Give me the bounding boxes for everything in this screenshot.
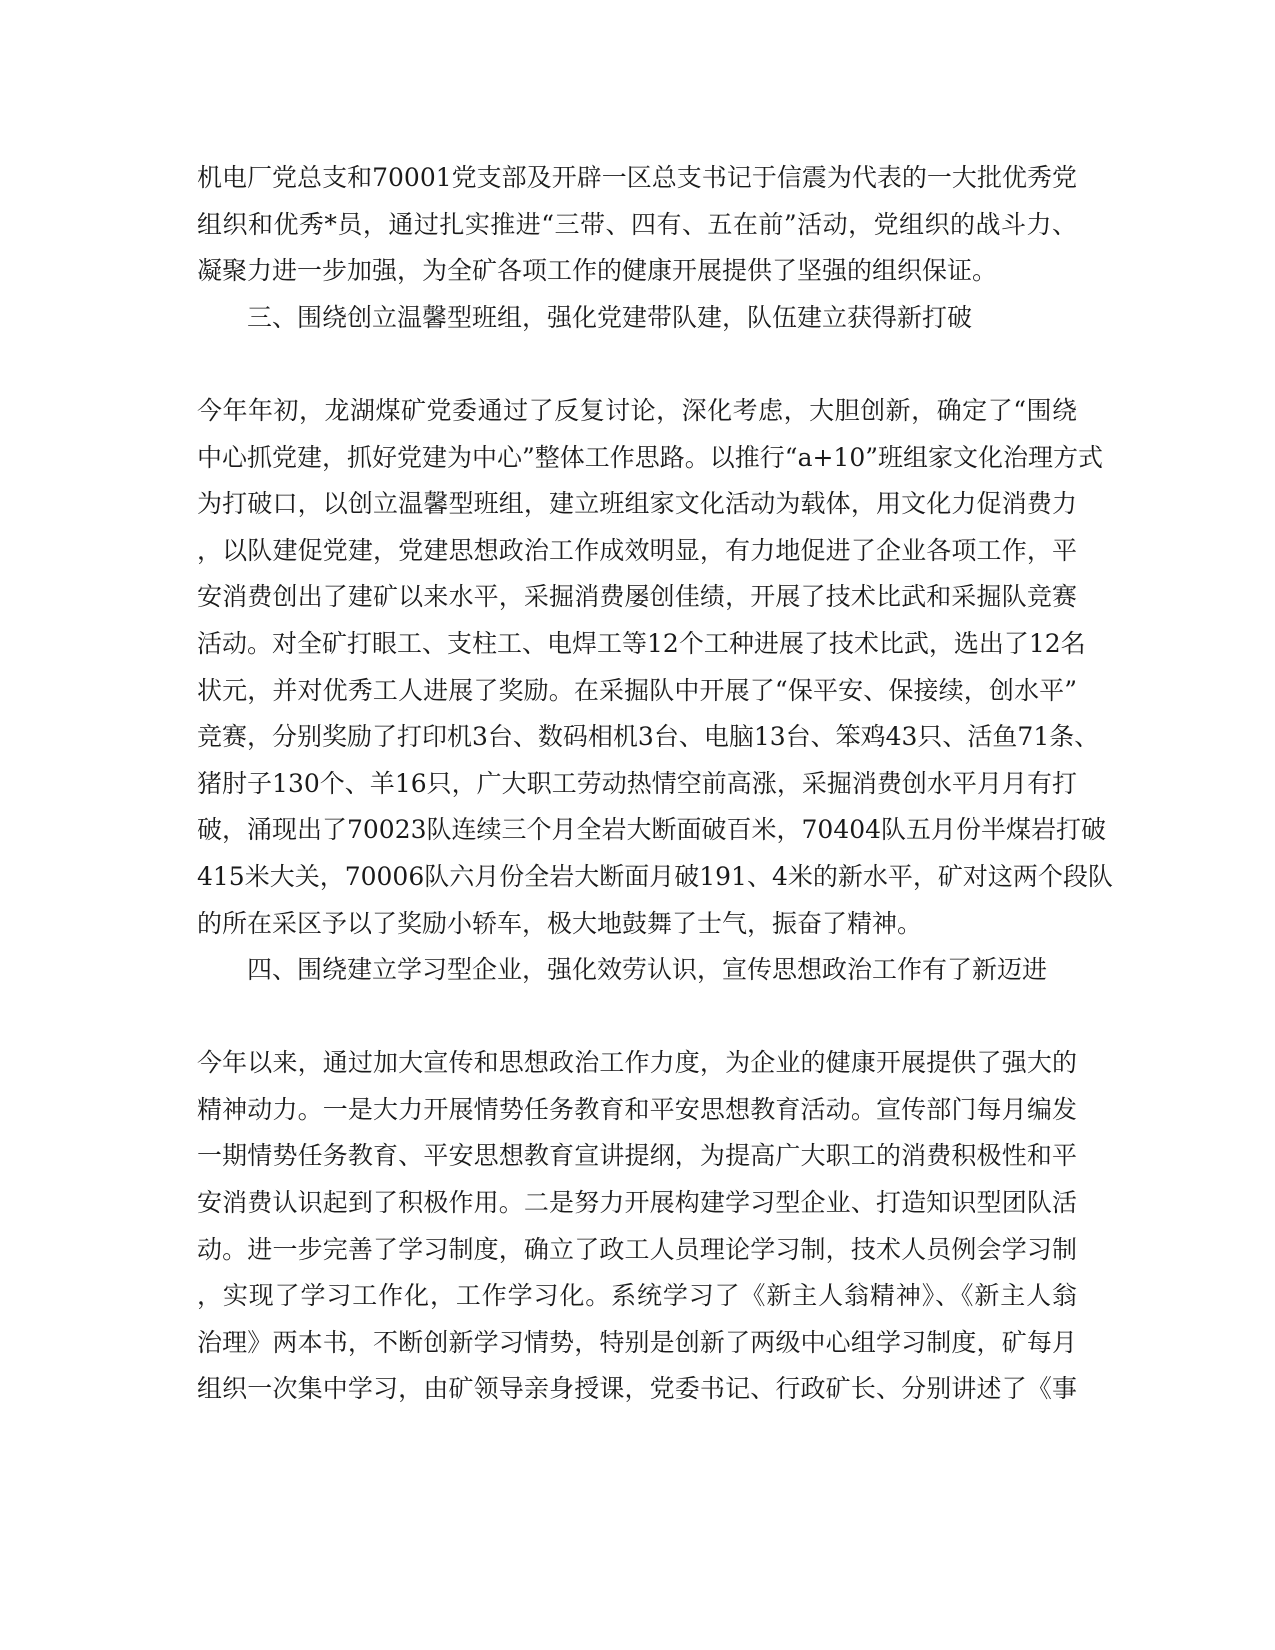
paragraph-line: 今年年初，龙湖煤矿党委通过了反复讨论，深化考虑，大胆创新，确定了“围绕 [197,395,1077,425]
paragraph-line: 组织一次集中学习，由矿领导亲身授课，党委书记、行政矿长、分别讲述了《事 [197,1374,1077,1404]
paragraph-line: 猪肘子130个、羊16只，广大职工劳动热情空前高涨，采掘消费创水平月月有打 [197,768,1077,798]
section-heading-3: 三、围绕创立温馨型班组，强化党建带队建，队伍建立获得新打破 [247,302,973,332]
paragraph-line: 治理》两本书，不断创新学习情势，特别是创新了两级中心组学习制度，矿每月 [197,1327,1077,1357]
blank-line [197,341,1077,388]
paragraph-3 [197,1040,1077,1413]
paragraph-2 [197,388,1113,947]
paragraph-line: 凝聚力进一步加强，为全矿各项工作的健康开展提供了坚强的组织保证。 [197,256,998,286]
paragraph-line: 中心抓党建，抓好党建为中心”整体工作思路。以推行“a+10”班组家文化治理方式 [197,442,1104,472]
paragraph-1 [197,155,1077,295]
paragraph-line: 415米大关，70006队六月份全岩大断面月破191、4米的新水平，矿对这两个段队 [197,861,1113,891]
paragraph-line: ，实现了学习工作化，工作学习化。系统学习了《新主人翁精神》、《新主人翁 [197,1281,1077,1311]
paragraph-line: 一期情势任务教育、平安思想教育宣讲提纲，为提高广大职工的消费积极性和平 [197,1141,1077,1171]
blank-line [197,994,1077,1041]
paragraph-line: 动。进一步完善了学习制度，确立了政工人员理论学习制，技术人员例会学习制 [197,1234,1077,1264]
section-heading-4: 四、围绕建立学习型企业，强化效劳认识，宣传思想政治工作有了新迈进 [247,955,1048,985]
paragraph-line: ，以队建促党建，党建思想政治工作成效明显，有力地促进了企业各项工作，平 [197,535,1077,565]
paragraph-line: 组织和优秀*员，通过扎实推进“三带、四有、五在前”活动，党组织的战斗力、 [197,209,1077,239]
paragraph-line: 今年以来，通过加大宣传和思想政治工作力度，为企业的健康开展提供了强大的 [197,1048,1077,1078]
document-body [197,155,1113,1413]
paragraph-line: 状元，并对优秀工人进展了奖励。在采掘队中开展了“保平安、保接续，创水平” [197,675,1077,705]
paragraph-line: 的所在采区予以了奖励小轿车，极大地鼓舞了士气，振奋了精神。 [197,908,923,938]
paragraph-line: 精神动力。一是大力开展情势任务教育和平安思想教育活动。宣传部门每月编发 [197,1094,1077,1124]
paragraph-line: 竞赛，分别奖励了打印机3台、数码相机3台、电脑13台、笨鸡43只、活鱼71条、 [197,722,1100,752]
paragraph-line: 为打破口，以创立温馨型班组，建立班组家文化活动为载体，用文化力促消费力 [197,489,1077,519]
paragraph-line: 活动。对全矿打眼工、支柱工、电焊工等12个工种进展了技术比武，选出了12名 [197,628,1086,658]
paragraph-line: 安消费认识起到了积极作用。二是努力开展构建学习型企业、打造知识型团队活 [197,1188,1077,1218]
paragraph-line: 机电厂党总支和70001党支部及开辟一区总支书记于信震为代表的一大批优秀党 [197,163,1077,192]
paragraph-line: 破，涌现出了70023队连续三个月全岩大断面破百米，70404队五月份半煤岩打破 [197,815,1107,845]
paragraph-line: 安消费创出了建矿以来水平，采掘消费屡创佳绩，开展了技术比武和采掘队竞赛 [197,582,1077,612]
